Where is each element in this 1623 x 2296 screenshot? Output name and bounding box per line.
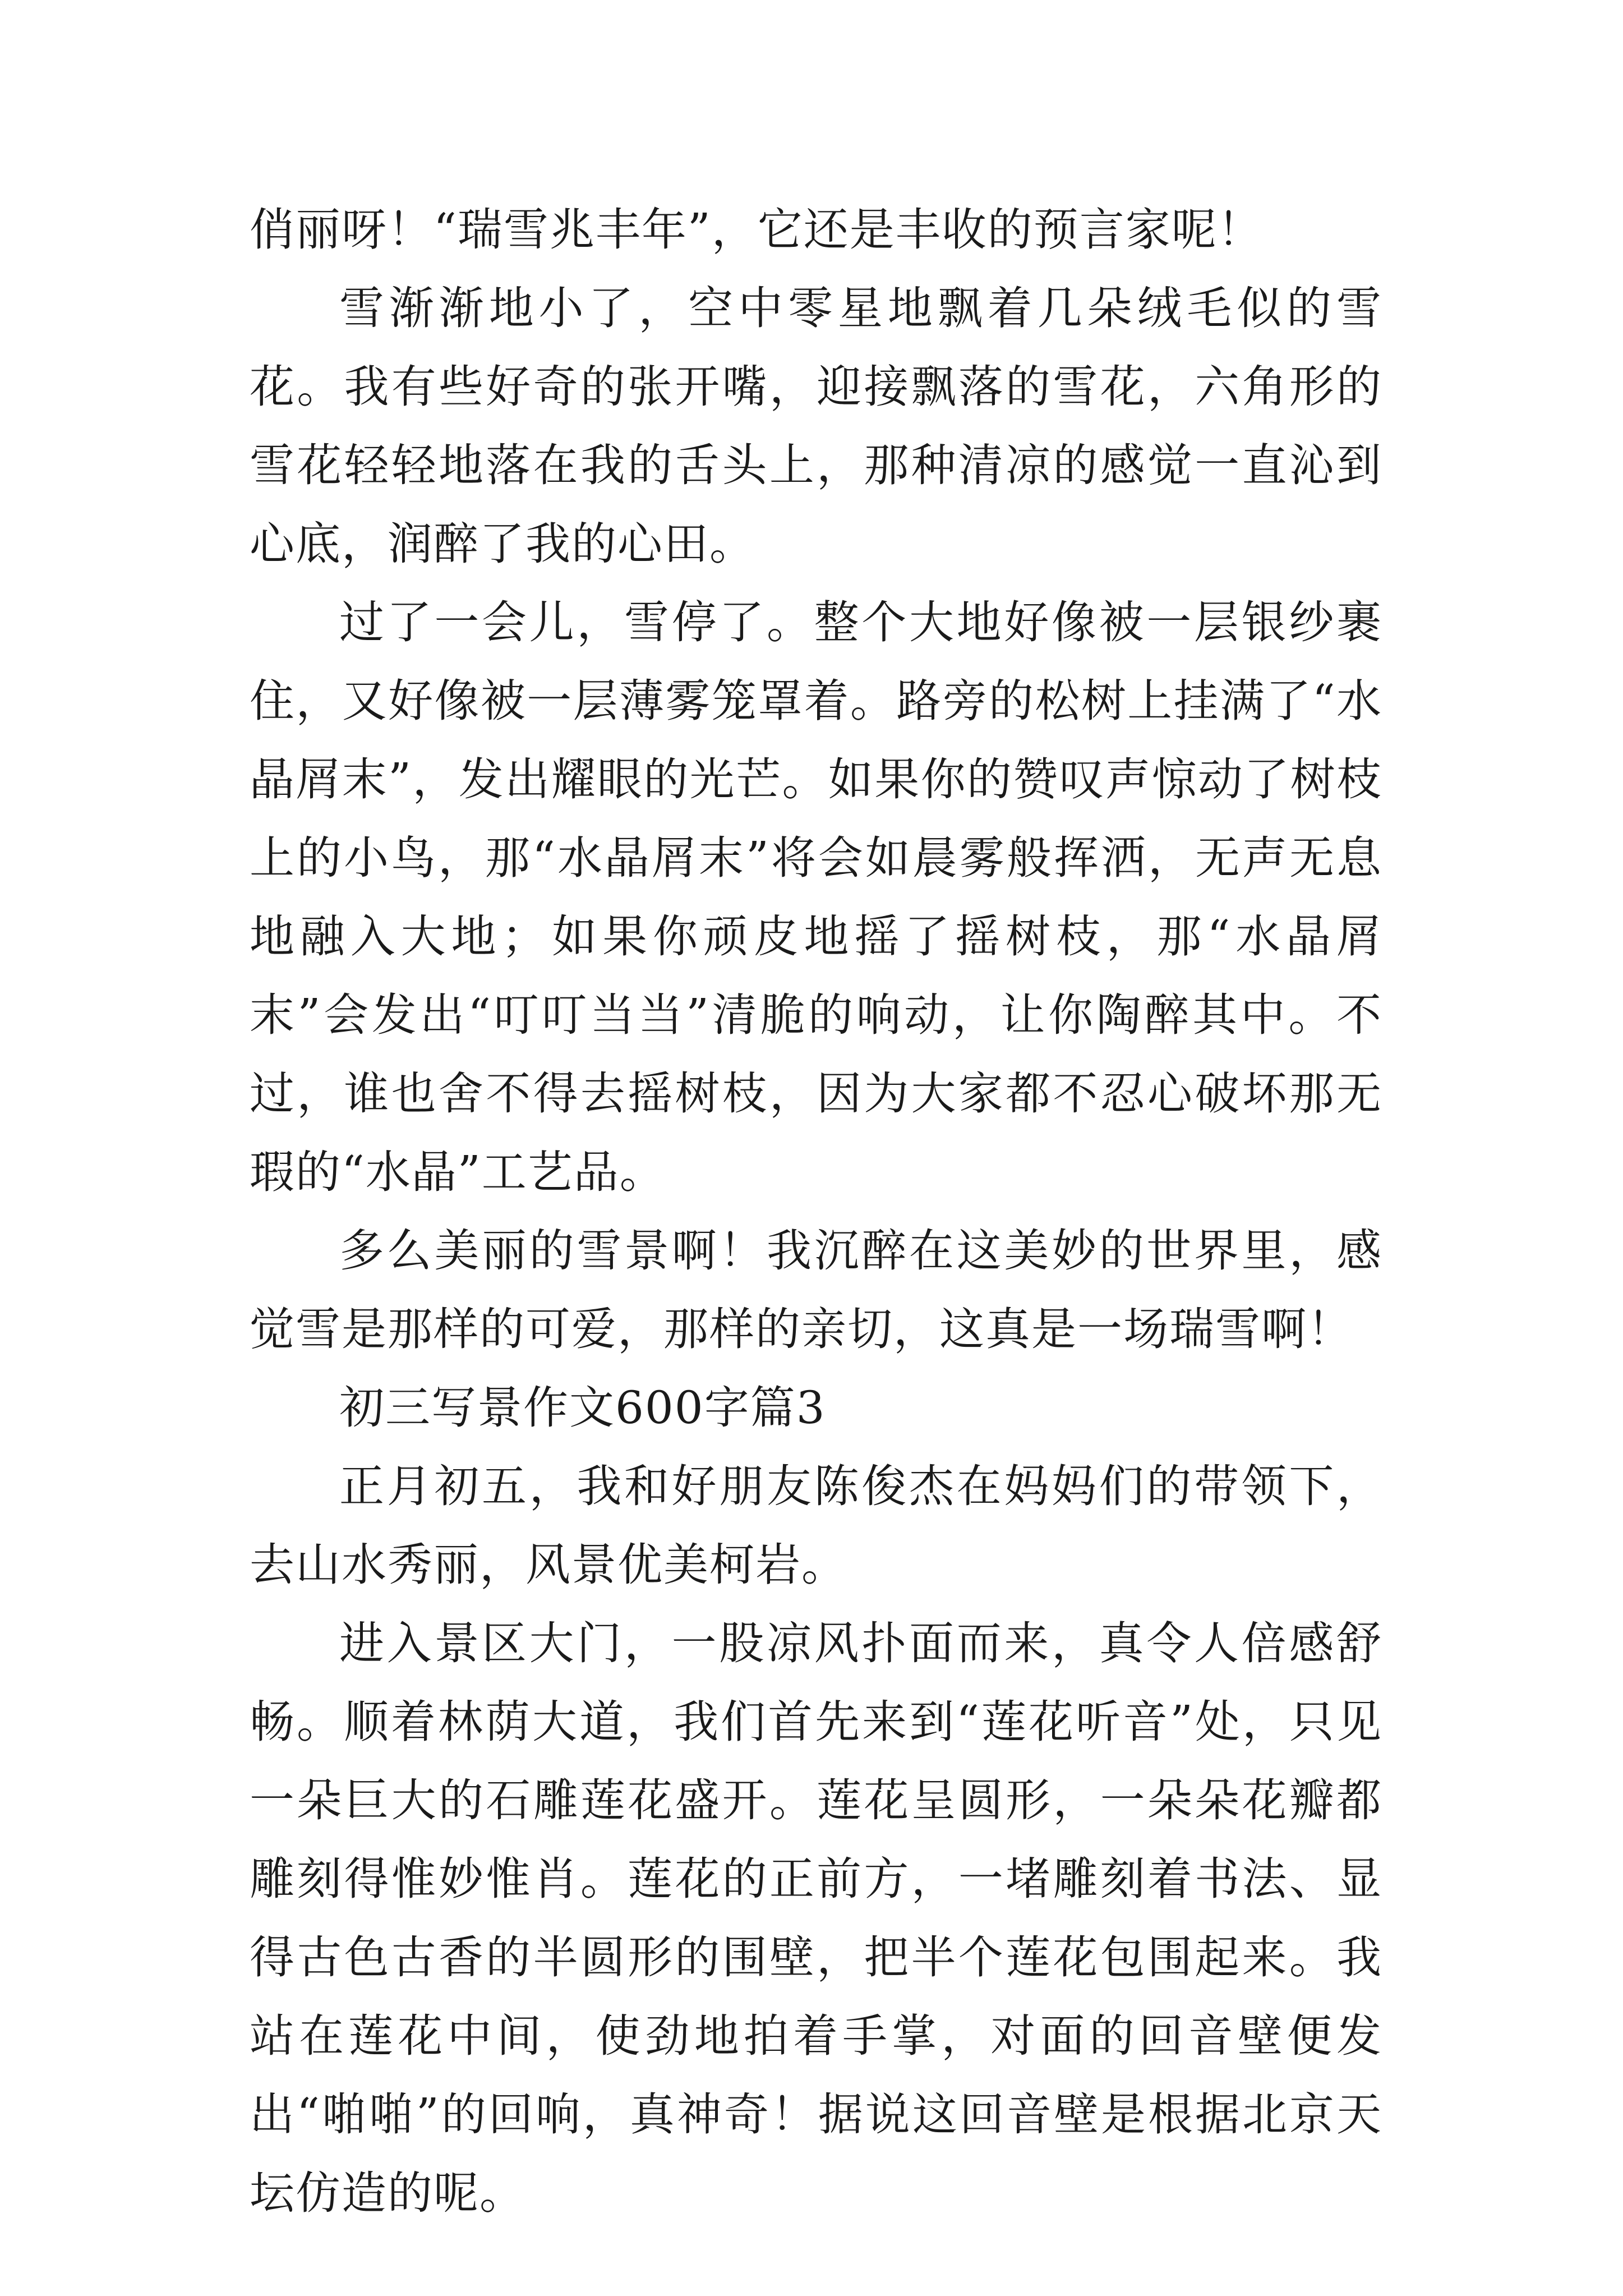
paragraph-snow-stopped: 过了一会儿，雪停了。整个大地好像被一层银纱裹住，又好像被一层薄雾笼罩着。路旁的松树上挂满了“水晶屑末”，发出耀眼的光芒。如果你的赞叹声惊动了树枝上的小鸟，那“水晶屑末”将会如晨雾般挥洒，无声无息地融入大地；如果你顽皮地摇了摇树枝，那“水晶屑末”会发出“叮叮当当”清脆的响动，让你陶醉其中。不过，谁也舍不得去摇树枝，因为大家都不忍心破坏那无瑕的“水晶”工艺品。 xyxy=(250,596,1382,1198)
paragraph-continuation: 俏丽呀！“瑞雪兆丰年”，它还是丰收的预言家呢！ xyxy=(250,204,1264,256)
paragraph-lotus-echo: 进入景区大门，一股凉风扑面而来，真令人倍感舒畅。顺着林荫大道，我们首先来到“莲花听音”处，只见一朵巨大的石雕莲花盛开。莲花呈圆形，一朵朵花瓣都雕刻得惟妙惟肖。莲花的正前方，一堵雕刻着书法、显得古色古香的半圆形的围壁，把半个莲花包围起来。我站在莲花中间，使劲地拍着手掌，对面的回音壁便发出“啪啪”的回响，真神奇！据说这回音壁是根据北京天坛仿造的呢。 xyxy=(250,1617,1382,2219)
paragraph-snow-scenery: 多么美丽的雪景啊！我沉醉在这美妙的世界里，感觉雪是那样的可爱，那样的亲切，这真是一场瑞雪啊！ xyxy=(250,1225,1382,1355)
paragraph-trip-intro: 正月初五，我和好朋友陈俊杰在妈妈们的带领下，去山水秀丽，风景优美柯岩。 xyxy=(250,1460,1382,1591)
essay-body xyxy=(250,191,1382,2233)
paragraph-snow-lessening: 雪渐渐地小了，空中零星地飘着几朵绒毛似的雪花。我有些好奇的张开嘴，迎接飘落的雪花，六角形的雪花轻轻地落在我的舌头上，那种清凉的感觉一直沁到心底，润醉了我的心田。 xyxy=(250,282,1382,570)
section-heading: 初三写景作文600字篇3 xyxy=(339,1382,826,1434)
